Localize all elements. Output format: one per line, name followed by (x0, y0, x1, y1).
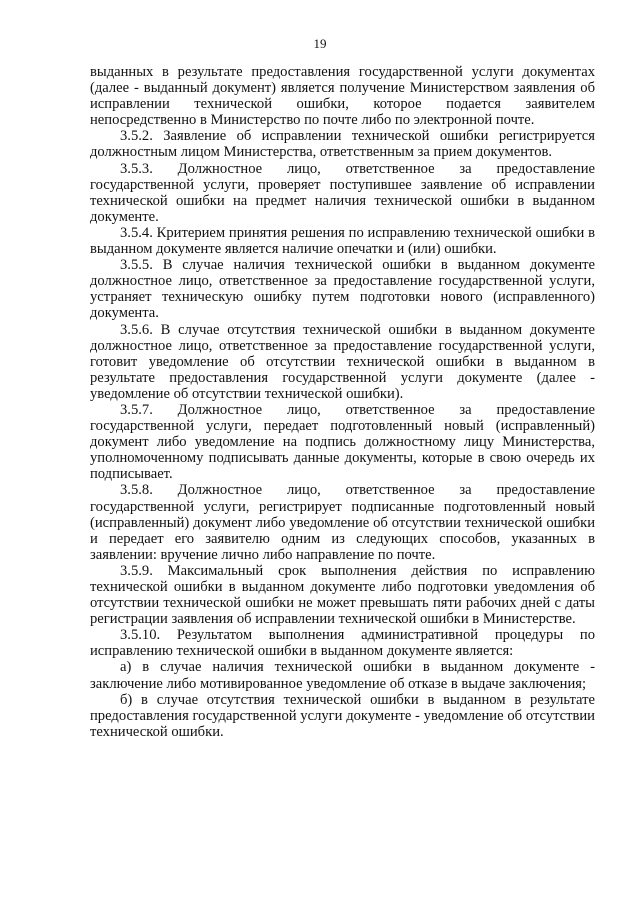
paragraph-3-5-2: 3.5.2. Заявление об исправлении технической ошибки регистрируется должностным лицом Министерства, ответственным за прием документов. (90, 128, 595, 161)
paragraph-3-5-7: 3.5.7. Должностное лицо, ответственное за предоставление государственной услуги, передает подготовленный новый (исправленный) документ либо уведомление на подпись должностному лицу Министерства, уполномоченному подписывать данные документы, которые в свою очередь их подписывает. (90, 401, 595, 483)
paragraph-3-5-4: 3.5.4. Критерием принятия решения по исправлению технической ошибки в выданном документе является наличие опечатки и (или) ошибки. (90, 224, 595, 258)
paragraph-3-5-5: 3.5.5. В случае наличия технической ошибки в выданном документе должностное лицо, ответственное за предоставление государственной услуги, устраняет техническую ошибку путем подготовки нового (исправленного) документа. (90, 257, 595, 322)
paragraph-3-5-6: 3.5.6. В случае отсутствия технической ошибки в выданном документе должностное лицо, ответственное за предоставление государственной услуги, готовит уведомление об отсутствии технической ошибки в выданном в результате предоставления государственной услуги документе (далее - уведомление об отсутствии технической ошибки). (90, 321, 595, 402)
paragraph-3-5-3: 3.5.3. Должностное лицо, ответственное за предоставление государственной услуги, проверяет поступившее заявление об исправлении технической ошибки на предмет наличия технической ошибки в выданном документе. (90, 160, 595, 225)
document-body (90, 64, 595, 740)
paragraph-3-5-8: 3.5.8. Должностное лицо, ответственное за предоставление государственной услуги, регистрирует подписанные подготовленный новый (исправленный) документ либо уведомление об отсутствии технической ошибки и передает его заявителю одним из следующих способов, указанных в заявлении: вручение лично либо направление по почте. (90, 482, 595, 563)
page-number: 19 (313, 36, 327, 51)
paragraph-3-5-10: 3.5.10. Результатом выполнения административной процедуры по исправлению технической ошибки в выданном документе является: (90, 627, 595, 660)
paragraph-item-a: а) в случае наличия технической ошибки в выданном документе - заключение либо мотивированное уведомление об отказе в выдаче заключения; (90, 659, 595, 692)
paragraph-item-b: б) в случае отсутствия технической ошибки в выданном в результате предоставления государственной услуги документе - уведомление об отсутствии технической ошибки. (90, 691, 595, 740)
paragraph-3-5-9: 3.5.9. Максимальный срок выполнения действия по исправлению технической ошибки в выданном документе либо подготовки уведомления об отсутствии технической ошибки не может превышать пяти рабочих дней с даты регистрации заявления об исправлении технической ошибки в Министерстве. (90, 562, 595, 628)
paragraph-continuation: выданных в результате предоставления государственной услуги документах (далее - выданный документ) является получение Министерством заявления об исправлении технической ошибки, которое подается заявителем непосредственно в Министерство по почте либо по электронной почте. (90, 64, 595, 129)
